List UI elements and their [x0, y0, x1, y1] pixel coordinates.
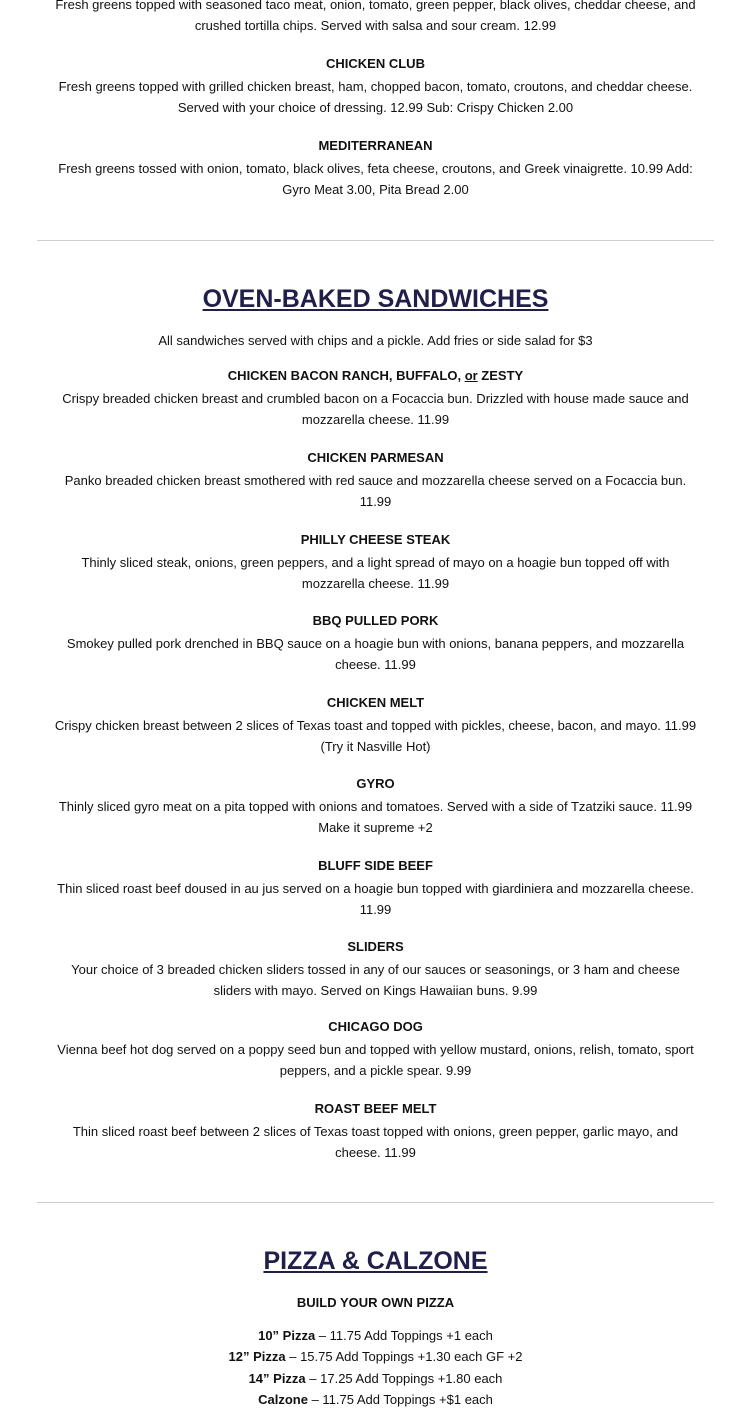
- item-title-part: ZESTY: [477, 368, 524, 383]
- taco-desc-line2: crushed tortilla chips. Served with salsa and sour cream. 12.99: [194, 18, 557, 33]
- sliders-item: [40, 938, 711, 1001]
- item-desc-line: Thin sliced roast beef doused in au jus served on a hoagie bun topped with giardiniera and mozzarella cheese.: [57, 881, 694, 896]
- item-desc-line: sliders with mayo. Served on Kings Hawaiian buns. 9.99: [213, 983, 538, 998]
- pizza-heading: PIZZA & CALZONE: [263, 1247, 488, 1275]
- item-desc-line: Crispy breaded chicken breast and crumbled bacon on a Focaccia bun. Drizzled with house made sauce and: [62, 391, 689, 406]
- philly-cheese-steak-item: [40, 531, 711, 594]
- item-desc: [40, 633, 711, 675]
- item-desc: [40, 959, 711, 1001]
- chicago-dog-item: [40, 1018, 711, 1081]
- chicken-club-item: [40, 55, 711, 118]
- item-title-or: or: [464, 368, 478, 383]
- mediterranean-item: [40, 137, 711, 200]
- item-desc: [40, 1121, 711, 1163]
- item-desc: [40, 715, 711, 757]
- item-desc-line: Thinly sliced steak, onions, green peppers, and a light spread of mayo on a hoagie bun topped off with: [81, 555, 670, 570]
- item-desc: [40, 1039, 711, 1081]
- item-title: PHILLY CHEESE STEAK: [300, 532, 451, 547]
- pizza-size-detail: – 15.75 Add Toppings +1.30 each GF +2: [285, 1349, 523, 1364]
- pizza-subheading: BUILD YOUR OWN PIZZA: [296, 1295, 455, 1310]
- item-desc-line: Make it supreme +2: [318, 820, 433, 835]
- item-title: [40, 367, 711, 385]
- roast-beef-melt-item: [40, 1100, 711, 1163]
- taco-salad-item: [40, 0, 711, 36]
- chicken-parmesan-item: [40, 449, 711, 512]
- item-title: GYRO: [356, 776, 395, 791]
- item-desc: [40, 158, 711, 200]
- gyro-item: [40, 775, 711, 838]
- bluff-side-beef-item: [40, 857, 711, 920]
- item-desc-line: Crispy chicken breast between 2 slices of Texas toast and topped with pickles, cheese, bacon, and mayo. 11.99: [54, 718, 697, 733]
- sandwiches-note: All sandwiches served with chips and a pickle. Add fries or side salad for $3: [158, 333, 593, 348]
- item-title: BBQ PULLED PORK: [312, 613, 439, 628]
- item-desc-line: Gyro Meat 3.00, Pita Bread 2.00: [282, 182, 469, 197]
- item-desc-line: mozzarella cheese. 11.99: [301, 576, 450, 591]
- item-title: CHICKEN CLUB: [326, 56, 425, 71]
- item-desc-line: peppers, and a pickle spear. 9.99: [279, 1063, 472, 1078]
- item-desc-line: Smokey pulled pork drenched in BBQ sauce on a hoagie bun with onions, banana peppers, and mozzarella: [66, 636, 685, 651]
- item-desc: [40, 796, 711, 838]
- pizza-size-line: [40, 1327, 711, 1345]
- pizza-size-label: Calzone: [258, 1392, 308, 1407]
- section-divider: [37, 1202, 714, 1203]
- item-desc: [40, 552, 711, 594]
- chicken-bacon-ranch-item: [40, 367, 711, 430]
- item-desc-line: mozzarella cheese. 11.99: [301, 412, 450, 427]
- item-title: SLIDERS: [347, 939, 404, 954]
- pizza-size-line: [40, 1391, 711, 1409]
- item-desc-line: 11.99: [359, 494, 392, 509]
- pizza-size-label: 10” Pizza: [258, 1328, 316, 1343]
- item-title: MEDITERRANEAN: [318, 138, 433, 153]
- item-title: CHICAGO DOG: [328, 1019, 423, 1034]
- item-desc-line: 11.99: [359, 902, 392, 917]
- item-desc-line: (Try it Nasville Hot): [320, 739, 431, 754]
- item-title: CHICKEN MELT: [326, 695, 425, 710]
- item-title: CHICKEN PARMESAN: [307, 450, 444, 465]
- item-title: BLUFF SIDE BEEF: [318, 858, 433, 873]
- pizza-size-detail: – 11.75 Add Toppings +$1 each: [307, 1392, 493, 1407]
- pizza-size-label: 12” Pizza: [228, 1349, 286, 1364]
- pizza-size-label: 14” Pizza: [248, 1371, 306, 1386]
- section-divider: [37, 240, 714, 241]
- item-desc: [40, 76, 711, 118]
- pizza-size-line: [40, 1370, 711, 1388]
- item-title-part: CHICKEN BACON RANCH, BUFFALO,: [227, 368, 465, 383]
- item-desc-line: Thin sliced roast beef between 2 slices of Texas toast topped with onions, green pepper, garlic mayo, and: [72, 1124, 679, 1139]
- item-desc-line: cheese. 11.99: [335, 1145, 416, 1160]
- item-desc: [40, 470, 711, 512]
- item-desc-line: Panko breaded chicken breast smothered with red sauce and mozzarella cheese served on a Focaccia bun.: [64, 473, 687, 488]
- item-desc-line: Fresh greens topped with grilled chicken breast, ham, chopped bacon, tomato, croutons, and cheddar cheese.: [58, 79, 693, 94]
- item-title: ROAST BEEF MELT: [314, 1101, 437, 1116]
- taco-desc-line1: Fresh greens topped with seasoned taco meat, onion, tomato, green pepper, black olives, cheddar cheese, and: [55, 0, 696, 12]
- chicken-melt-item: [40, 694, 711, 757]
- item-desc: [40, 388, 711, 430]
- pizza-size-detail: – 17.25 Add Toppings +1.80 each: [305, 1371, 503, 1386]
- pizza-size-line: [40, 1348, 711, 1366]
- item-desc: [40, 878, 711, 920]
- taco-salad-desc: [40, 0, 711, 36]
- item-desc-line: Fresh greens tossed with onion, tomato, black olives, feta cheese, croutons, and Greek vinaigrette. 10.99 Add:: [58, 161, 693, 176]
- pizza-size-detail: – 11.75 Add Toppings +1 each: [315, 1328, 493, 1343]
- item-desc-line: Served with your choice of dressing. 12.99 Sub: Crispy Chicken 2.00: [177, 100, 574, 115]
- item-desc-line: Thinly sliced gyro meat on a pita topped with onions and tomatoes. Served with a side of Tzatziki sauce. 11.99: [58, 799, 693, 814]
- item-desc-line: Vienna beef hot dog served on a poppy seed bun and topped with yellow mustard, onions, relish, tomato, sport: [57, 1042, 694, 1057]
- sandwiches-heading: OVEN-BAKED SANDWICHES: [202, 285, 549, 313]
- bbq-pulled-pork-item: [40, 612, 711, 675]
- item-desc-line: cheese. 11.99: [335, 657, 416, 672]
- item-desc-line: Your choice of 3 breaded chicken sliders tossed in any of our sauces or seasonings, or 3 ham and cheese: [71, 962, 680, 977]
